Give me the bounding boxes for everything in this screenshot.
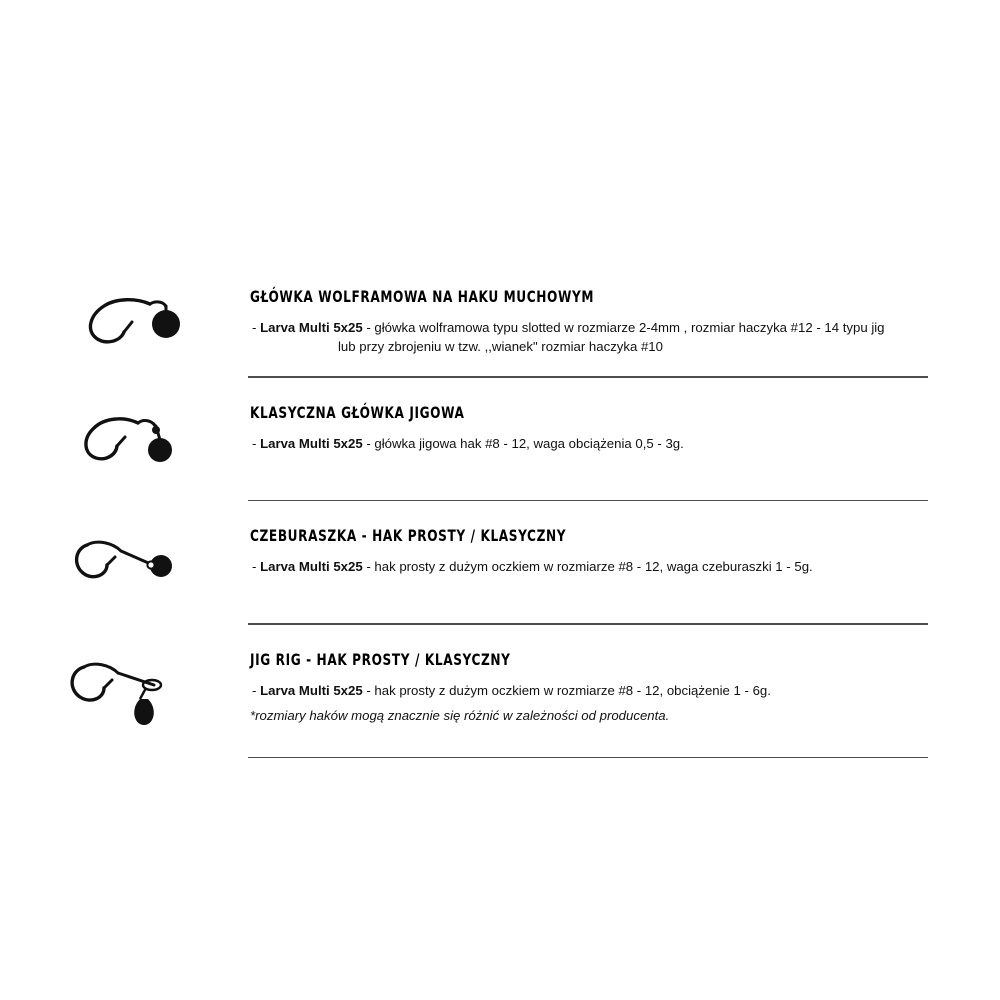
desc-product-name: Larva Multi 5x25 [260,682,363,698]
row-heading: CZEBURASZKA - HAK PROSTY / KLASYCZNY [250,527,567,547]
desc-dash: - [252,320,261,335]
cheburashka-straight-hook-icon [65,535,185,597]
table-row [0,625,1000,757]
row-illustration [0,404,250,474]
row-text [250,288,1000,356]
row-description [250,434,928,453]
classic-jig-head-icon [70,412,180,474]
table-row [0,288,1000,376]
desc-dash: - [252,559,261,575]
footnote: *rozmiary haków mogą znacznie się różnić w zależności od producenta. [250,708,670,723]
row-description [250,318,928,356]
desc-body: - hak prosty z dużym oczkiem w rozmiarze #8 - 12, waga czeburaszki 1 - 5g. [362,559,813,575]
row-heading: GŁÓWKA WOLFRAMOWA NA HAKU MUCHOWYM [250,288,595,307]
desc-body: - hak prosty z dużym oczkiem w rozmiarze #8 - 12, obciążenie 1 - 6g. [362,682,771,698]
tungsten-jig-head-fly-hook-icon [70,296,180,358]
row-description [250,681,928,700]
desc-product-name: Larva Multi 5x25 [260,559,363,575]
row-illustration [0,651,250,731]
table-row [0,501,1000,623]
table-row [0,378,1000,500]
desc-body: - główka wolframowa typu slotted w rozmiarze 2-4mm , rozmiar haczyka #12 - 14 typu jig [362,320,885,335]
row-text [250,527,1000,576]
desc-product-name: Larva Multi 5x25 [260,435,363,451]
row-heading: JIG RIG - HAK PROSTY / KLASYCZNY [250,650,511,670]
desc-dash: - [252,682,261,698]
row-text [250,651,1000,700]
desc-body-line2: lub przy zbrojeniu w tzw. ,,wianek" rozmiar haczyka #10 [338,339,663,355]
desc-body: - główka jigowa hak #8 - 12, waga obciążenia 0,5 - 3g. [362,435,684,451]
row-illustration [0,527,250,597]
desc-product-name: Larva Multi 5x25 [260,320,363,335]
row-illustration [0,288,250,358]
jig-rig-straight-hook-icon [60,659,190,731]
divider [248,757,928,759]
row-heading: KLASYCZNA GŁÓWKA JIGOWA [250,403,465,423]
row-description [250,557,928,576]
row-text [250,404,1000,453]
desc-dash: - [252,435,261,451]
product-rows [0,288,1000,758]
